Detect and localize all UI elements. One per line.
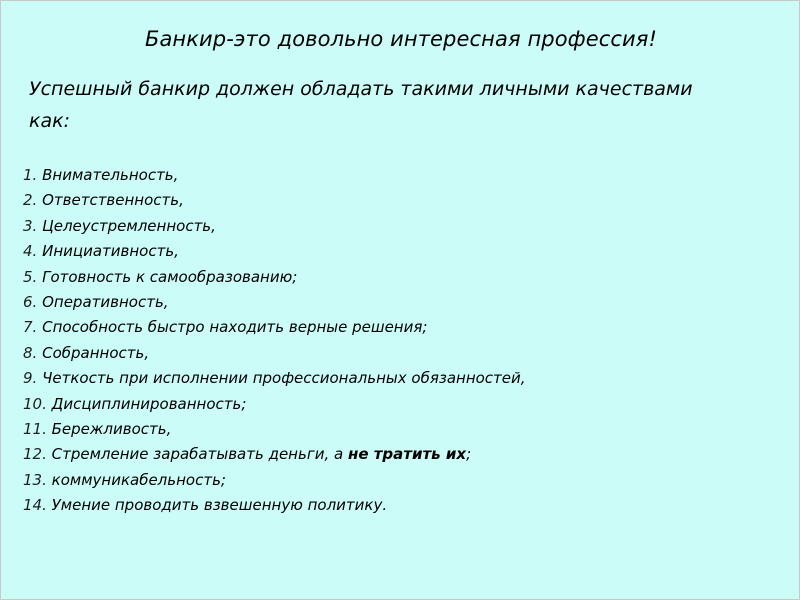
item-text: Инициативность, xyxy=(42,242,179,261)
list-item xyxy=(23,417,783,442)
item-number: 9. xyxy=(23,369,38,388)
list-item xyxy=(23,265,783,290)
qualities-list xyxy=(23,163,783,519)
item-number: 2. xyxy=(23,191,38,210)
item-text: Умение проводить взвешенную политику. xyxy=(51,496,388,515)
item-text: коммуникабельность; xyxy=(51,470,226,489)
list-item xyxy=(23,315,783,340)
list-item xyxy=(23,163,783,188)
item-number: 10. xyxy=(23,394,47,413)
item-number: 14. xyxy=(23,496,47,515)
list-item xyxy=(23,239,783,264)
intro-text: Успешный банкир должен обладать такими личными качествами как: xyxy=(29,78,693,132)
item-text: Способность быстро находить верные решения; xyxy=(42,318,428,337)
item-text: Бережливость, xyxy=(51,420,172,439)
item-text: Готовность к самообразованию; xyxy=(42,267,298,286)
item-number: 5. xyxy=(23,267,38,286)
list-item xyxy=(23,341,783,366)
item-number: 13. xyxy=(23,470,47,489)
item-text: Собранность, xyxy=(42,343,150,362)
item-number: 12. xyxy=(23,445,47,464)
list-item xyxy=(23,468,783,493)
item-number: 7. xyxy=(23,318,38,337)
list-item xyxy=(23,188,783,213)
item-number: 6. xyxy=(23,293,38,312)
list-item xyxy=(23,493,783,518)
slide-title: Банкир-это довольно интересная профессия! xyxy=(144,27,658,51)
list-item xyxy=(23,290,783,315)
item-text: Стремление зарабатывать деньги, а xyxy=(51,445,344,464)
list-item xyxy=(23,214,783,239)
item-text: Оперативность, xyxy=(42,293,169,312)
item-trailing-punctuation: ; xyxy=(466,445,472,464)
item-number: 4. xyxy=(23,242,38,261)
list-item xyxy=(23,392,783,417)
item-text: Внимательность, xyxy=(42,166,179,184)
item-number: 8. xyxy=(23,343,38,362)
list-item xyxy=(23,442,783,467)
item-number: 3. xyxy=(23,216,38,235)
item-text: Целеустремленность, xyxy=(42,216,216,235)
item-text: Ответственность, xyxy=(42,191,184,210)
item-text: Дисциплинированность; xyxy=(51,394,247,413)
list-item xyxy=(23,366,783,391)
emphasis-text: не тратить их xyxy=(347,445,467,464)
item-text: Четкость при исполнении профессиональных обязанностей, xyxy=(42,369,526,388)
item-number: 11. xyxy=(23,420,47,439)
item-number: 1. xyxy=(23,166,38,184)
